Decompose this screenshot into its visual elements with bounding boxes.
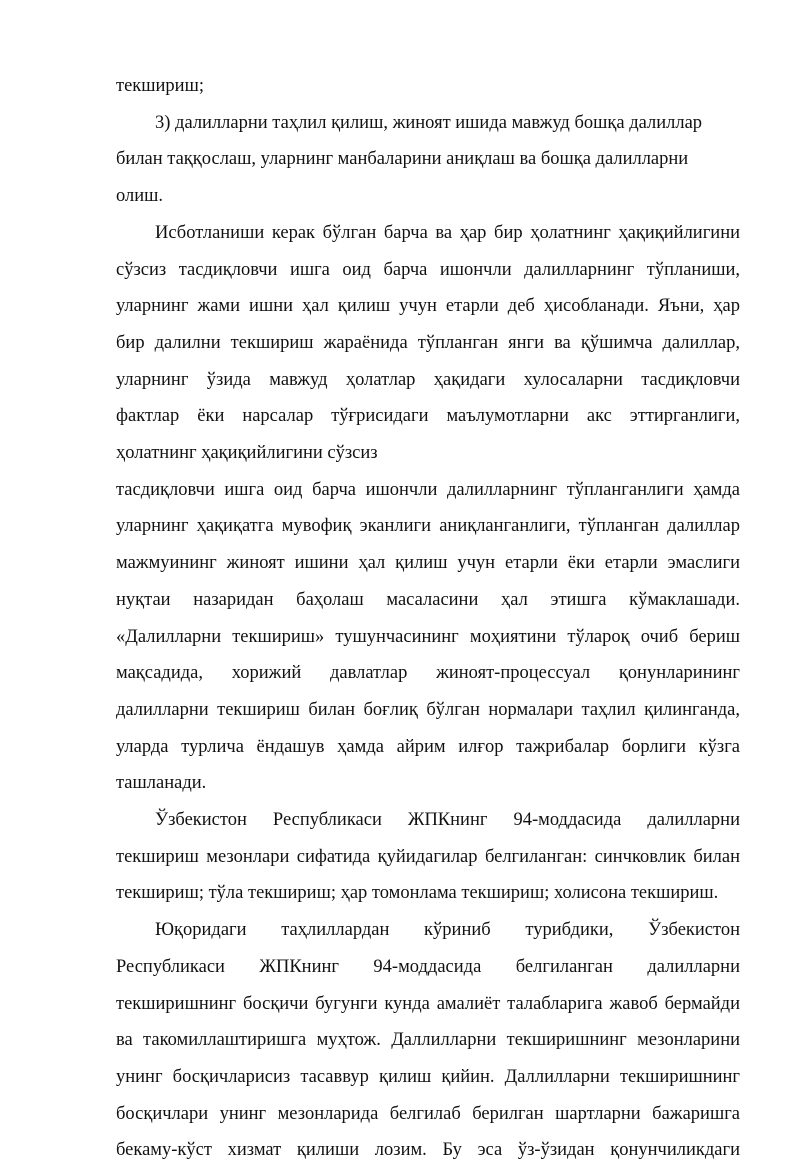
text-line: уларнинг ўзида мавжуд ҳолатлар ҳақидаги хулосаларни тасдиқловчи [116,370,740,390]
text-line: Исботланиши керак бўлган барча ва ҳар бир ҳолатнинг ҳақиқийлигини [155,223,740,243]
text-line: далилларни текшириш билан боғлиқ бўлган нормалари таҳлил қилинганда, [116,700,740,720]
text-line: ва такомиллаштиришга муҳтож. Даллилларни текширишнинг мезонларини [116,1030,740,1050]
text-line: текшириш; тўла текшириш; ҳар томонлама текшириш; холисона текшириш. [116,883,719,903]
text-line: уларнинг ҳақиқатга мувофиқ эканлиги аниқланганлиги, тўпланган далиллар [116,516,740,536]
text-line: текширишнинг босқичи бугунги кунда амалиёт талабларига жавоб бермайди [116,994,740,1014]
text-line: тасдиқловчи ишга оид барча ишончли далилларнинг тўпланганлиги ҳамда [116,480,740,500]
text-line: ҳолатнинг ҳақиқийлигини сўзсиз [116,443,378,463]
text-line: сўзсиз тасдиқловчи ишга оид барча ишончли далилларнинг тўпланиши, [116,260,740,280]
text-line: мажмуининг жиноят ишини ҳал қилиш учун етарли ёки етарли эмаслиги [116,553,740,573]
text-line: унинг босқичларисиз тасаввур қилиш қийин. Даллилларни текширишнинг [116,1067,740,1087]
text-line: 3) далилларни таҳлил қилиш, жиноят ишида мавжуд бошқа далиллар [155,113,703,133]
text-line: текшириш; [116,76,204,96]
text-line: нуқтаи назаридан баҳолаш масаласини ҳал этишга кўмаклашади. [116,590,740,610]
text-line: олиш. [116,186,164,206]
text-line: текшириш мезонлари сифатида қуйидагилар белгиланган: синчковлик билан [116,847,740,867]
text-line: бекаму-кўст хизмат қилиши лозим. Бу эса ўз-ўзидан қонунчиликдаги [116,1140,740,1160]
text-line: бир далилни текшириш жараёнида тўпланган янги ва қўшимча далиллар, [116,333,740,353]
text-line: Ўзбекистон Республикаси ЖПКнинг 94-моддасида далилларни [155,810,740,830]
text-line: ташланади. [116,773,207,793]
text-line: фактлар ёки нарсалар тўғрисидаги маълумотларни акс эттирганлиги, [116,406,740,426]
text-line: билан таққослаш, уларнинг манбаларини аниқлаш ва бошқа далилларни [116,149,689,169]
text-line: уларда турлича ёндашув ҳамда айрим илғор тажрибалар борлиги кўзга [116,737,740,757]
text-line: босқичлари унинг мезонларида белгилаб берилган шартларни бажаришга [116,1104,740,1124]
text-line: мақсадида, хорижий давлатлар жиноят-процессуал қонунларининг [116,663,740,683]
text-line: Юқоридаги таҳлиллардан кўриниб турибдики, Ўзбекистон [155,920,740,940]
text-line: «Далилларни текшириш» тушунчасининг моҳиятини тўлароқ очиб бериш [116,627,740,647]
text-line: Республикаси ЖПКнинг 94-моддасида белгиланган далилларни [116,957,740,977]
text-line: уларнинг жами ишни ҳал қилиш учун етарли деб ҳисобланади. Яъни, ҳар [116,296,740,316]
